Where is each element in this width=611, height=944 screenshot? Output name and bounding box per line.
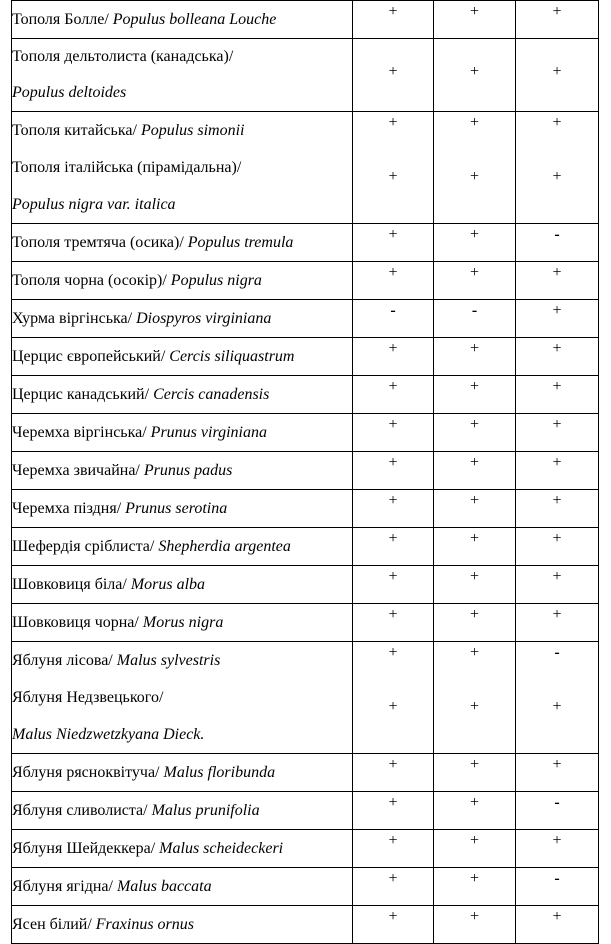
latin-name: Fraxinus ornus xyxy=(95,916,195,933)
presence-mark-cell xyxy=(434,414,516,452)
species-name-cell xyxy=(12,39,353,112)
mark-wrap xyxy=(353,39,433,110)
present-mark: + xyxy=(388,794,398,811)
mark-wrap xyxy=(434,1,515,37)
present-mark: + xyxy=(469,698,480,715)
species-name-cell xyxy=(12,754,353,792)
species-name-cell xyxy=(12,528,353,566)
ukrainian-name: Тополя чорна (осокір)/ xyxy=(12,272,171,289)
present-mark: + xyxy=(469,168,480,185)
presence-mark-cell xyxy=(353,39,434,112)
latin-name: Morus nigra xyxy=(142,614,224,631)
present-mark: + xyxy=(388,568,398,585)
ukrainian-name: Тополя тремтяча (осика)/ xyxy=(12,234,188,251)
mark-wrap xyxy=(516,528,598,564)
present-mark: + xyxy=(469,832,480,849)
ukrainian-name: Церцис європейський/ xyxy=(12,348,170,365)
mark-wrap xyxy=(516,1,598,37)
mark-wrap xyxy=(434,39,515,110)
presence-mark-cell xyxy=(434,112,516,224)
latin-name: Populus tremula xyxy=(187,234,294,251)
present-mark: + xyxy=(552,264,562,281)
present-mark: + xyxy=(469,492,480,509)
present-mark: + xyxy=(388,226,398,243)
mark-wrap xyxy=(434,642,515,752)
present-mark: + xyxy=(469,454,480,471)
species-name-line xyxy=(12,75,352,111)
species-name-cell xyxy=(12,642,353,754)
present-mark: + xyxy=(469,340,480,357)
mark-wrap xyxy=(434,452,515,488)
presence-mark-cell xyxy=(516,414,599,452)
absent-mark: - xyxy=(554,226,560,243)
presence-mark-cell xyxy=(353,868,434,906)
mark-wrap xyxy=(516,414,598,450)
present-mark: + xyxy=(388,168,398,185)
presence-mark-cell xyxy=(353,490,434,528)
mark-wrap xyxy=(353,490,433,526)
table-row xyxy=(12,262,599,300)
presence-mark-cell xyxy=(353,830,434,868)
mark-wrap xyxy=(516,300,598,336)
mark-wrap xyxy=(434,376,515,412)
ukrainian-name: Черемха піздня/ xyxy=(12,500,126,517)
species-table-body xyxy=(12,1,599,944)
mark-wrap xyxy=(434,224,515,260)
latin-name: Prunus serotina xyxy=(125,500,228,517)
presence-mark-cell xyxy=(434,224,516,262)
mark-wrap xyxy=(353,224,433,260)
present-mark: + xyxy=(469,63,480,80)
ukrainian-name: Шовковиця чорна/ xyxy=(12,614,143,631)
mark-wrap xyxy=(434,868,515,904)
presence-mark-cell xyxy=(353,338,434,376)
presence-mark-cell xyxy=(516,528,599,566)
latin-name: Malus sylvestris xyxy=(116,652,221,669)
ukrainian-name: Тополя дельтолиста (канадська)/ xyxy=(12,48,234,65)
presence-mark-cell xyxy=(516,224,599,262)
species-name-line xyxy=(12,376,352,413)
species-name-line xyxy=(12,262,352,299)
mark-wrap xyxy=(516,754,598,790)
present-mark: + xyxy=(388,454,398,471)
mark-wrap xyxy=(353,906,433,943)
mark-wrap xyxy=(353,338,433,374)
presence-mark-cell xyxy=(434,39,516,112)
table-row xyxy=(12,376,599,414)
present-mark: + xyxy=(388,606,398,623)
latin-name: Populus deltoides xyxy=(12,84,127,101)
species-name-line xyxy=(12,754,352,791)
presence-mark-cell xyxy=(516,452,599,490)
latin-name: Malus baccata xyxy=(116,878,212,895)
species-name-line xyxy=(12,528,352,565)
absent-mark: - xyxy=(554,870,560,887)
presence-mark-cell xyxy=(516,300,599,338)
presence-mark-cell xyxy=(353,262,434,300)
presence-mark-cell xyxy=(353,642,434,754)
mark-wrap xyxy=(434,414,515,450)
presence-mark-cell xyxy=(353,376,434,414)
mark-wrap xyxy=(434,112,515,222)
table-row xyxy=(12,39,599,112)
present-mark: + xyxy=(469,264,480,281)
presence-mark-cell xyxy=(353,112,434,224)
table-row xyxy=(12,642,599,754)
present-mark: + xyxy=(552,340,562,357)
present-mark: + xyxy=(552,302,562,319)
species-name-cell xyxy=(12,490,353,528)
species-name-cell xyxy=(12,338,353,376)
present-mark: + xyxy=(388,530,398,547)
mark-wrap xyxy=(353,376,433,412)
latin-name: Cercis siliquastrum xyxy=(169,348,295,365)
ukrainian-name: Тополя італійська (пірамідальна)/ xyxy=(12,159,242,176)
species-name-cell xyxy=(12,1,353,39)
species-name-cell xyxy=(12,566,353,604)
mark-wrap xyxy=(434,338,515,374)
mark-wrap xyxy=(353,868,433,904)
presence-mark-cell xyxy=(434,376,516,414)
mark-wrap xyxy=(516,338,598,374)
present-mark: + xyxy=(388,908,398,925)
mark-wrap xyxy=(516,262,598,298)
table-row xyxy=(12,414,599,452)
present-mark: + xyxy=(552,530,562,547)
present-mark: + xyxy=(469,908,480,925)
table-row xyxy=(12,112,599,224)
present-mark: + xyxy=(469,530,480,547)
mark-wrap xyxy=(516,39,598,110)
latin-name: Morus alba xyxy=(130,576,206,593)
presence-mark-cell xyxy=(516,490,599,528)
presence-mark-cell xyxy=(516,604,599,642)
table-row xyxy=(12,604,599,642)
present-mark: + xyxy=(469,416,480,433)
mark-wrap xyxy=(516,376,598,412)
latin-name: Malus floribunda xyxy=(163,764,276,781)
present-mark: + xyxy=(388,63,398,80)
mark-wrap xyxy=(353,112,433,222)
absent-mark: - xyxy=(390,302,396,319)
present-mark: + xyxy=(552,492,562,509)
mark-wrap xyxy=(434,792,515,828)
mark-wrap xyxy=(516,642,598,752)
mark-wrap xyxy=(516,566,598,602)
presence-mark-cell xyxy=(434,830,516,868)
present-mark: + xyxy=(552,606,562,623)
presence-mark-cell xyxy=(353,528,434,566)
presence-mark-cell xyxy=(353,754,434,792)
ukrainian-name: Черемха віргінська/ xyxy=(12,424,151,441)
present-mark: + xyxy=(469,568,480,585)
absent-mark: - xyxy=(471,302,478,319)
ukrainian-name: Яблуня Шейдеккера/ xyxy=(12,840,160,857)
species-name-line xyxy=(12,716,352,753)
presence-mark-cell xyxy=(516,906,599,944)
ukrainian-name: Тополя Болле/ xyxy=(12,11,113,28)
present-mark: + xyxy=(469,794,480,811)
species-name-line xyxy=(12,1,352,38)
presence-mark-cell xyxy=(516,262,599,300)
present-mark: + xyxy=(388,340,398,357)
species-name-line xyxy=(12,830,352,867)
mark-wrap xyxy=(434,906,515,943)
present-mark: + xyxy=(469,114,480,131)
mark-wrap xyxy=(434,754,515,790)
latin-name: Cercis canadensis xyxy=(153,386,270,403)
presence-mark-cell xyxy=(516,566,599,604)
species-name-line xyxy=(12,186,352,223)
present-mark: + xyxy=(552,63,562,80)
latin-name: Prunus virginiana xyxy=(150,424,267,441)
species-name-cell xyxy=(12,830,353,868)
absent-mark: - xyxy=(554,794,560,811)
mark-wrap xyxy=(434,830,515,866)
mark-wrap xyxy=(353,604,433,640)
species-name-cell xyxy=(12,414,353,452)
mark-wrap xyxy=(516,490,598,526)
species-name-cell xyxy=(12,262,353,300)
latin-name: Populus simonii xyxy=(140,122,245,139)
present-mark: + xyxy=(552,378,562,395)
presence-mark-cell xyxy=(516,830,599,868)
present-mark: + xyxy=(388,492,398,509)
presence-mark-cell xyxy=(516,1,599,39)
present-mark: + xyxy=(552,454,562,471)
presence-mark-cell xyxy=(434,490,516,528)
mark-wrap xyxy=(516,112,598,222)
species-name-line xyxy=(12,39,352,75)
presence-mark-cell xyxy=(434,262,516,300)
species-table xyxy=(11,0,599,944)
species-name-line xyxy=(12,604,352,641)
presence-mark-cell xyxy=(434,754,516,792)
latin-name: Populus nigra var. italica xyxy=(12,196,176,213)
mark-wrap xyxy=(353,528,433,564)
species-name-line xyxy=(12,414,352,451)
species-name-line xyxy=(12,868,352,905)
species-name-line xyxy=(12,906,352,943)
mark-wrap xyxy=(434,566,515,602)
presence-mark-cell xyxy=(516,376,599,414)
species-name-cell xyxy=(12,224,353,262)
presence-mark-cell xyxy=(516,792,599,830)
presence-mark-cell xyxy=(353,566,434,604)
present-mark: + xyxy=(388,870,398,887)
ukrainian-name: Шовковиця біла/ xyxy=(12,576,131,593)
presence-mark-cell xyxy=(434,528,516,566)
species-name-line xyxy=(12,300,352,337)
present-mark: + xyxy=(388,756,398,773)
present-mark: + xyxy=(388,3,398,20)
table-row xyxy=(12,528,599,566)
mark-wrap xyxy=(353,642,433,752)
table-row xyxy=(12,754,599,792)
present-mark: + xyxy=(388,378,398,395)
species-name-line xyxy=(12,490,352,527)
latin-name: Shepherdia argentea xyxy=(158,538,291,555)
mark-wrap xyxy=(353,792,433,828)
table-row xyxy=(12,300,599,338)
species-name-line xyxy=(12,452,352,489)
table-row xyxy=(12,792,599,830)
present-mark: + xyxy=(552,114,562,131)
presence-mark-cell xyxy=(434,566,516,604)
table-row xyxy=(12,1,599,39)
ukrainian-name: Яблуня сливолиста/ xyxy=(12,802,152,819)
presence-mark-cell xyxy=(434,868,516,906)
ukrainian-name: Черемха звичайна/ xyxy=(12,462,144,479)
presence-mark-cell xyxy=(353,414,434,452)
presence-mark-cell xyxy=(516,868,599,906)
presence-mark-cell xyxy=(434,300,516,338)
species-name-cell xyxy=(12,376,353,414)
species-name-cell xyxy=(12,452,353,490)
species-name-line xyxy=(12,642,352,679)
latin-name: Populus nigra xyxy=(170,272,262,289)
mark-wrap xyxy=(516,604,598,640)
mark-wrap xyxy=(434,604,515,640)
present-mark: + xyxy=(469,870,480,887)
present-mark: + xyxy=(388,644,398,661)
present-mark: + xyxy=(469,3,480,20)
mark-wrap xyxy=(516,868,598,904)
species-name-line xyxy=(12,149,352,186)
table-row xyxy=(12,224,599,262)
ukrainian-name: Яблуня Недзвецького/ xyxy=(12,689,164,706)
presence-mark-cell xyxy=(353,452,434,490)
presence-mark-cell xyxy=(434,792,516,830)
mark-wrap xyxy=(353,414,433,450)
species-name-cell xyxy=(12,868,353,906)
presence-mark-cell xyxy=(353,792,434,830)
present-mark: + xyxy=(469,606,480,623)
presence-mark-cell xyxy=(434,338,516,376)
present-mark: + xyxy=(552,698,562,715)
present-mark: + xyxy=(388,832,398,849)
absent-mark: - xyxy=(554,644,560,661)
present-mark: + xyxy=(388,264,398,281)
mark-wrap xyxy=(516,224,598,260)
presence-mark-cell xyxy=(353,604,434,642)
mark-wrap xyxy=(516,830,598,866)
ukrainian-name: Шефердія сріблиста/ xyxy=(12,538,159,555)
ukrainian-name: Ясен білий/ xyxy=(12,916,96,933)
presence-mark-cell xyxy=(434,906,516,944)
latin-name: Diospyros virginiana xyxy=(136,310,272,327)
presence-mark-cell xyxy=(434,452,516,490)
species-name-line xyxy=(12,566,352,603)
present-mark: + xyxy=(552,3,562,20)
mark-wrap xyxy=(434,262,515,298)
mark-wrap xyxy=(353,754,433,790)
presence-mark-cell xyxy=(434,1,516,39)
present-mark: + xyxy=(388,416,398,433)
ukrainian-name: Яблуня лісова/ xyxy=(12,652,117,669)
latin-name: Malus prunifolia xyxy=(151,802,260,819)
present-mark: + xyxy=(552,756,562,773)
species-name-line xyxy=(12,679,352,716)
species-name-line xyxy=(12,338,352,375)
species-name-line xyxy=(12,224,352,261)
present-mark: + xyxy=(469,226,480,243)
present-mark: + xyxy=(469,756,480,773)
species-name-cell xyxy=(12,300,353,338)
species-name-cell xyxy=(12,792,353,830)
presence-mark-cell xyxy=(516,754,599,792)
present-mark: + xyxy=(388,698,398,715)
mark-wrap xyxy=(516,792,598,828)
mark-wrap xyxy=(353,566,433,602)
table-row xyxy=(12,906,599,944)
ukrainian-name: Яблуня ягідна/ xyxy=(12,878,117,895)
presence-mark-cell xyxy=(353,906,434,944)
latin-name: Malus scheideckeri xyxy=(159,840,284,857)
presence-mark-cell xyxy=(516,112,599,224)
table-row xyxy=(12,452,599,490)
table-row xyxy=(12,490,599,528)
ukrainian-name: Хурма віргінська/ xyxy=(12,310,137,327)
present-mark: + xyxy=(388,114,398,131)
presence-mark-cell xyxy=(516,338,599,376)
table-row xyxy=(12,830,599,868)
present-mark: + xyxy=(469,644,480,661)
present-mark: + xyxy=(552,832,562,849)
latin-name: Prunus padus xyxy=(143,462,233,479)
ukrainian-name: Церцис канадський/ xyxy=(12,386,154,403)
present-mark: + xyxy=(552,908,562,925)
species-name-cell xyxy=(12,112,353,224)
mark-wrap xyxy=(353,830,433,866)
ukrainian-name: Яблуня рясноквітуча/ xyxy=(12,764,164,781)
latin-name: Populus bolleana Louche xyxy=(112,11,277,28)
mark-wrap xyxy=(516,452,598,488)
mark-wrap xyxy=(353,262,433,298)
presence-mark-cell xyxy=(353,300,434,338)
mark-wrap xyxy=(434,300,515,336)
presence-mark-cell xyxy=(434,642,516,754)
mark-wrap xyxy=(434,490,515,526)
latin-name: Malus Niedzwetzkyana Dieck. xyxy=(12,726,205,743)
species-name-cell xyxy=(12,604,353,642)
table-row xyxy=(12,868,599,906)
presence-mark-cell xyxy=(516,642,599,754)
present-mark: + xyxy=(469,378,480,395)
mark-wrap xyxy=(353,300,433,336)
presence-mark-cell xyxy=(434,604,516,642)
species-name-line xyxy=(12,112,352,149)
mark-wrap xyxy=(434,528,515,564)
species-name-cell xyxy=(12,906,353,944)
presence-mark-cell xyxy=(353,224,434,262)
mark-wrap xyxy=(353,452,433,488)
mark-wrap xyxy=(353,1,433,37)
table-row xyxy=(12,566,599,604)
table-row xyxy=(12,338,599,376)
ukrainian-name: Тополя китайська/ xyxy=(12,122,141,139)
present-mark: + xyxy=(552,568,562,585)
present-mark: + xyxy=(552,168,562,185)
presence-mark-cell xyxy=(353,1,434,39)
mark-wrap xyxy=(516,906,598,943)
presence-mark-cell xyxy=(516,39,599,112)
present-mark: + xyxy=(552,416,562,433)
species-name-line xyxy=(12,792,352,829)
